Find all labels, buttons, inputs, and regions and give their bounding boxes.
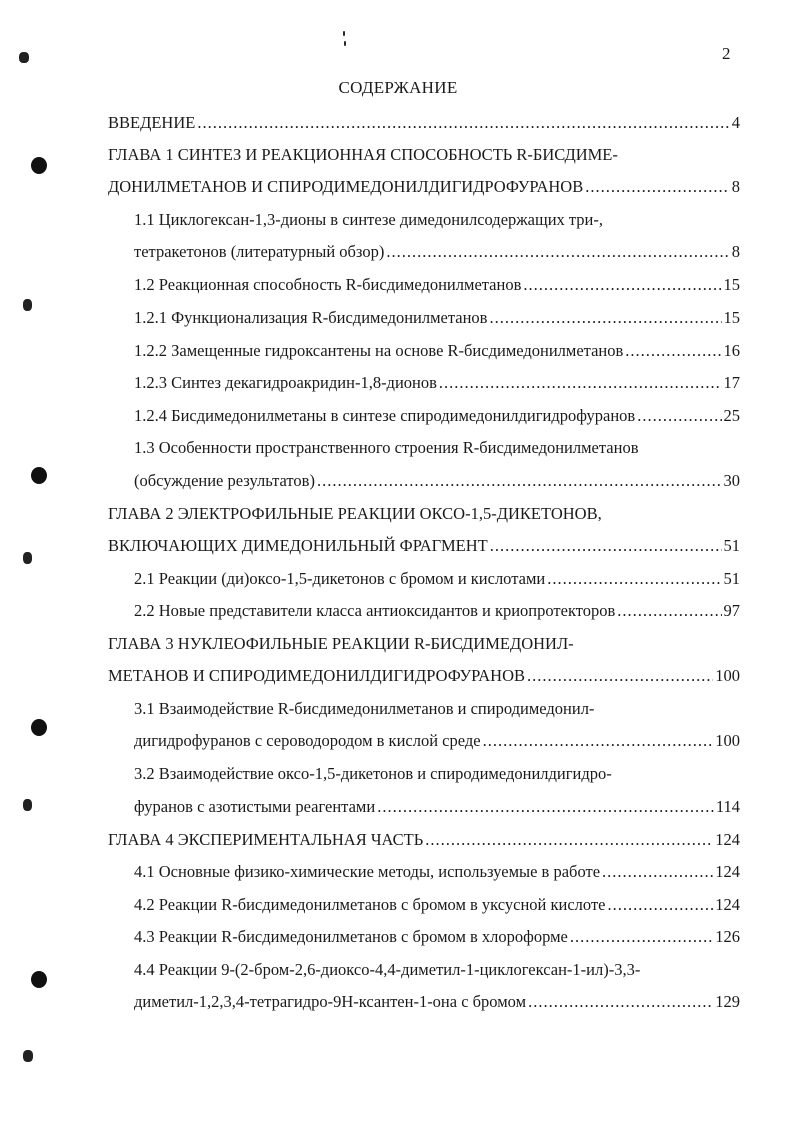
toc-entry[interactable] [134, 370, 740, 396]
toc-entry-text: МЕТАНОВ И СПИРОДИМЕДОНИЛДИГИДРОФУРАНОВ [108, 666, 526, 685]
toc-entry-text: 3.1 Взаимодействие R-бисдимедонилметанов и спиродимедонил- [134, 699, 595, 718]
toc-entry-text: 1.2.2 Замещенные гидроксантены на основе R-бисдимедонилметанов [134, 341, 624, 360]
toc-entry-page: 15 [723, 275, 740, 294]
dot-leader [625, 338, 721, 364]
toc-entry-page: 97 [723, 601, 740, 620]
toc-entry-text: ДОНИЛМЕТАНОВ И СПИРОДИМЕДОНИЛДИГИДРОФУРАНОВ [108, 177, 584, 196]
toc-entry-text: ГЛАВА 1 СИНТЕЗ И РЕАКЦИОННАЯ СПОСОБНОСТЬ R-БИСДИМЕ- [108, 145, 618, 164]
toc-entry-page: 17 [723, 373, 740, 392]
toc-entry-text: ВВЕДЕНИЕ [108, 113, 196, 132]
scan-mark-icon [23, 299, 32, 311]
dot-leader [425, 827, 713, 853]
toc-entry[interactable] [134, 566, 740, 592]
scan-mark-icon [23, 1050, 33, 1062]
toc-entry[interactable] [108, 663, 740, 689]
toc-entry-text: 1.2.3 Синтез декагидроакридин-1,8-дионов [134, 373, 437, 392]
dot-leader [489, 305, 721, 331]
toc-entry-text: дигидрофуранов с сероводородом в кислой среде [134, 731, 481, 750]
dot-leader [490, 533, 722, 559]
dot-leader [547, 566, 721, 592]
toc-entry[interactable] [134, 338, 740, 364]
toc-entry[interactable] [134, 892, 740, 918]
dot-leader [570, 924, 713, 950]
toc-entry[interactable] [134, 794, 740, 820]
toc-entry-text: ГЛАВА 2 ЭЛЕКТРОФИЛЬНЫЕ РЕАКЦИИ ОКСО-1,5-ДИКЕТОНОВ, [108, 504, 602, 523]
toc-entry-text: 1.2 Реакционная способность R-бисдимедонилметанов [134, 275, 522, 294]
toc-entry-text: 1.2.4 Бисдимедонилметаны в синтезе спиродимедонилдигидрофуранов [134, 406, 636, 425]
toc-entry-text: диметил-1,2,3,4-тетрагидро-9Н-ксантен-1-она с бромом [134, 992, 527, 1011]
toc-entry-text: 1.2.1 Функционализация R-бисдимедонилметанов [134, 308, 488, 327]
dot-leader [602, 859, 713, 885]
toc-entry-page: 129 [715, 992, 740, 1011]
scan-mark-icon [344, 41, 346, 46]
toc-entry-page: 15 [723, 308, 740, 327]
toc-entry-text: 4.2 Реакции R-бисдимедонилметанов с бромом в уксусной кислоте [134, 895, 606, 914]
toc-entry[interactable] [134, 305, 740, 331]
punch-hole-icon [31, 157, 47, 174]
punch-hole-icon [31, 467, 47, 484]
toc-entry-page: 124 [715, 862, 740, 881]
dot-leader [528, 989, 713, 1015]
toc-entry-text: 1.3 Особенности пространственного строения R-бисдимедонилметанов [134, 438, 639, 457]
scan-mark-icon [23, 799, 32, 811]
punch-hole-icon [31, 719, 47, 736]
dot-leader [617, 598, 721, 624]
toc-entry[interactable] [108, 142, 740, 168]
toc-entry-text: ВКЛЮЧАЮЩИХ ДИМЕДОНИЛЬНЫЙ ФРАГМЕНТ [108, 536, 488, 555]
toc-entry-page: 25 [723, 406, 740, 425]
dot-leader [197, 110, 729, 136]
toc-entry[interactable] [134, 957, 740, 983]
page-title: СОДЕРЖАНИЕ [338, 78, 458, 97]
toc-entry-text: (обсуждение результатов) [134, 471, 315, 490]
toc-entry-page: 126 [715, 927, 740, 946]
toc-entry-text: 4.3 Реакции R-бисдимедонилметанов с бромом в хлороформе [134, 927, 568, 946]
toc-entry-text: 3.2 Взаимодействие оксо-1,5-дикетонов и спиродимедонилдигидро- [134, 764, 612, 783]
dot-leader [386, 239, 729, 265]
dot-leader [527, 663, 713, 689]
toc-entry-text: 4.4 Реакции 9-(2-бром-2,6-диоксо-4,4-диметил-1-циклогексан-1-ил)-3,3- [134, 960, 641, 979]
scan-mark-icon [343, 31, 345, 36]
toc-entry-page: 124 [715, 830, 740, 849]
toc-entry-page: 8 [731, 242, 740, 261]
toc-entry[interactable] [108, 501, 740, 527]
toc-entry[interactable] [134, 239, 740, 265]
toc-entry-page: 100 [715, 731, 740, 750]
toc-entry-page: 30 [723, 471, 740, 490]
toc-entry-page: 100 [715, 666, 740, 685]
toc-entry-text: ГЛАВА 4 ЭКСПЕРИМЕНТАЛЬНАЯ ЧАСТЬ [108, 830, 424, 849]
scan-mark-icon [19, 52, 29, 63]
toc-entry[interactable] [134, 403, 740, 429]
toc-entry[interactable] [134, 696, 740, 722]
toc-entry-text: 2.2 Новые представители класса антиоксидантов и криопротекторов [134, 601, 616, 620]
dot-leader [585, 174, 730, 200]
toc-entry[interactable] [108, 827, 740, 853]
toc-entry[interactable] [134, 468, 740, 494]
dot-leader [607, 892, 713, 918]
dot-leader [439, 370, 722, 396]
toc-entry[interactable] [108, 533, 740, 559]
toc-entry[interactable] [108, 631, 740, 657]
toc-entry-page: 124 [715, 895, 740, 914]
toc-entry[interactable] [134, 598, 740, 624]
toc-entry-page: 51 [723, 569, 740, 588]
toc-entry-page: 16 [723, 341, 740, 360]
dot-leader [637, 403, 721, 429]
toc-entry[interactable] [134, 859, 740, 885]
toc-entry-page: 51 [723, 536, 740, 555]
toc-entry[interactable] [134, 207, 740, 233]
toc-entry-page: 8 [731, 177, 740, 196]
toc-entry[interactable] [134, 924, 740, 950]
toc-entry-text: ГЛАВА 3 НУКЛЕОФИЛЬНЫЕ РЕАКЦИИ R-БИСДИМЕДОНИЛ- [108, 634, 574, 653]
toc-entry[interactable] [134, 989, 740, 1015]
toc-entry[interactable] [108, 110, 740, 136]
toc-entry[interactable] [134, 272, 740, 298]
dot-leader [317, 468, 722, 494]
toc-entry[interactable] [134, 728, 740, 754]
toc-entry-page: 4 [731, 113, 740, 132]
dot-leader [483, 728, 714, 754]
toc-entry[interactable] [134, 435, 740, 461]
toc-entry-text: 2.1 Реакции (ди)оксо-1,5-дикетонов с бромом и кислотами [134, 569, 546, 588]
toc-entry-page: 114 [715, 797, 740, 816]
dot-leader [377, 794, 714, 820]
dot-leader [523, 272, 721, 298]
page-number: 2 [722, 44, 731, 63]
toc-entry[interactable] [134, 761, 740, 787]
toc-entry-text: тетракетонов (литературный обзор) [134, 242, 385, 261]
toc-entry-text: 1.1 Циклогексан-1,3-дионы в синтезе димедонилсодержащих три-, [134, 210, 604, 229]
punch-hole-icon [31, 971, 47, 988]
toc-entry-text: фуранов с азотистыми реагентами [134, 797, 376, 816]
toc-entry-text: 4.1 Основные физико-химические методы, используемые в работе [134, 862, 601, 881]
scan-mark-icon [23, 552, 32, 564]
toc-entry[interactable] [108, 174, 740, 200]
